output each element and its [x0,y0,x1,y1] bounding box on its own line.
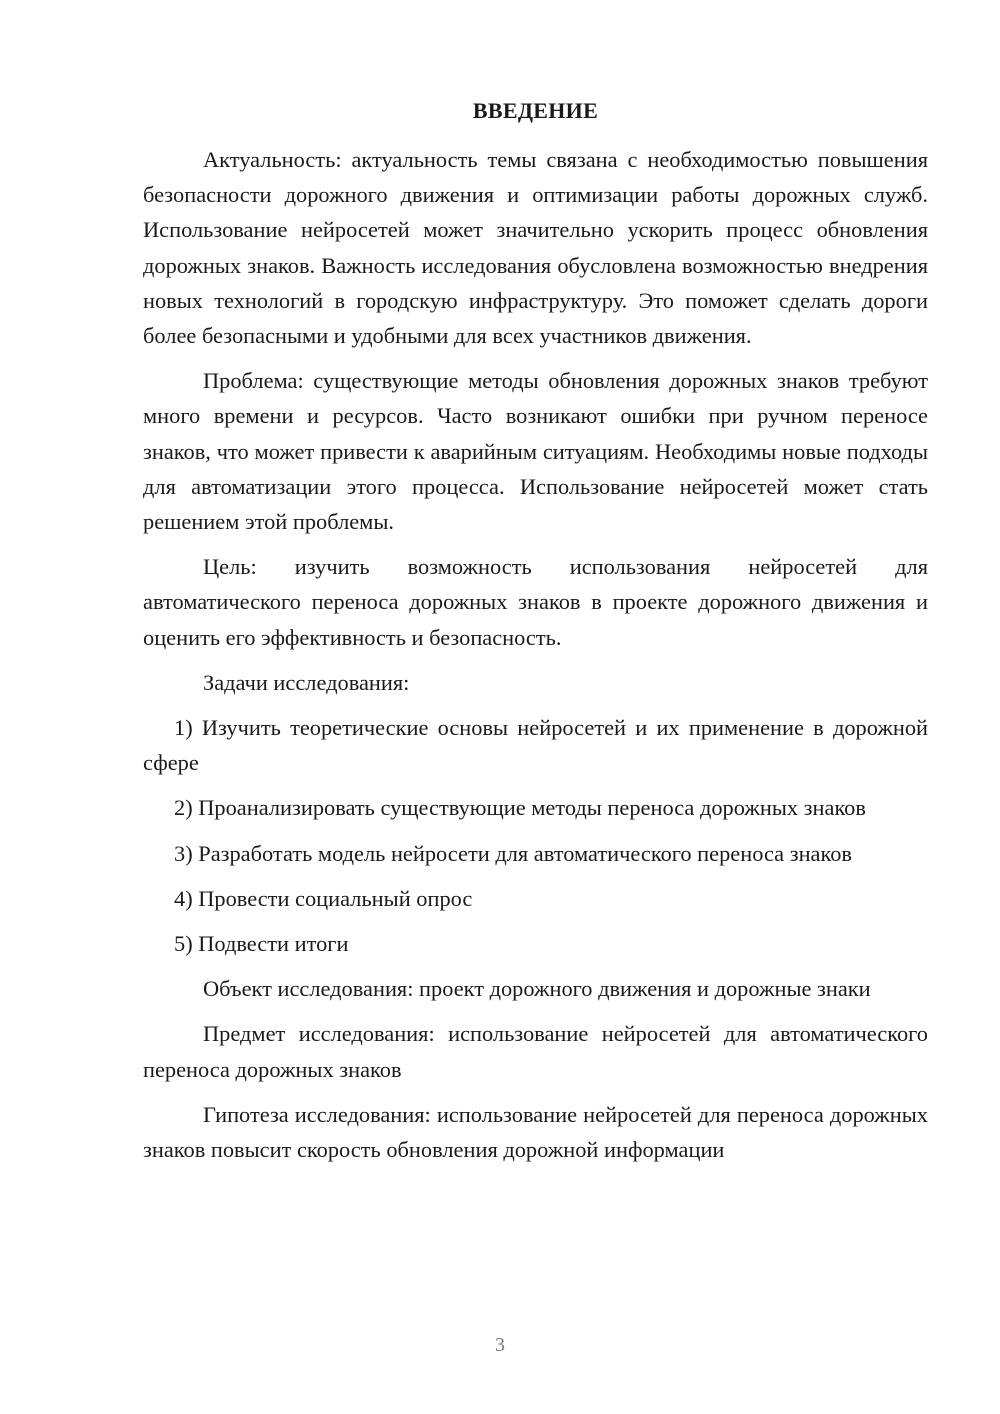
paragraph-goal: Цель: изучить возможность использования нейросетей для автоматического переноса дорожных знаков в проекте дорожного движения и оценить его эффективность и безопасность. [143,554,928,650]
task-item-4: 4) Провести социальный опрос [174,885,473,911]
task-item-1: 1) Изучить теоретические основы нейросетей и их применение в дорожной сфере [143,715,928,776]
document-body [143,142,928,1167]
task-item-2: 2) Проанализировать существующие методы переноса дорожных знаков [174,795,866,821]
paragraph-object: Объект исследования: проект дорожного движения и дорожные знаки [203,976,871,1002]
page-number: 3 [495,1334,505,1356]
paragraph-relevance: Актуальность: актуальность темы связана с необходимостью повышения безопасности дорожного движения и оптимизации работы дорожных служб. Использование нейросетей может значительно ускорить процесс обновления дорожных знаков. Важность исследования обусловлена возможностью внедрения новых технологий в городскую инфраструктуру. Это поможет сделать дороги более безопасными и удобными для всех участников движения. [143,147,928,349]
section-heading: ВВЕДЕНИЕ [472,98,599,123]
paragraph-hypothesis: Гипотеза исследования: использование нейросетей для переноса дорожных знаков повысит скорость обновления дорожной информации [143,1101,928,1163]
paragraph-subject: Предмет исследования: использование нейросетей для автоматического переноса дорожных знаков [143,1021,928,1082]
task-item-5: 5) Подвести итоги [174,931,349,957]
tasks-title: Задачи исследования: [203,669,410,695]
task-item-3: 3) Разработать модель нейросети для автоматического переноса знаков [174,840,852,866]
paragraph-problem: Проблема: существующие методы обновления дорожных знаков требуют много времени и ресурсов. Часто возникают ошибки при ручном переносе знаков, что может привести к аварийным ситуациям. Необходимы новые подходы для автоматизации этого процесса. Использование нейросетей может стать решением этой проблемы. [143,368,928,535]
